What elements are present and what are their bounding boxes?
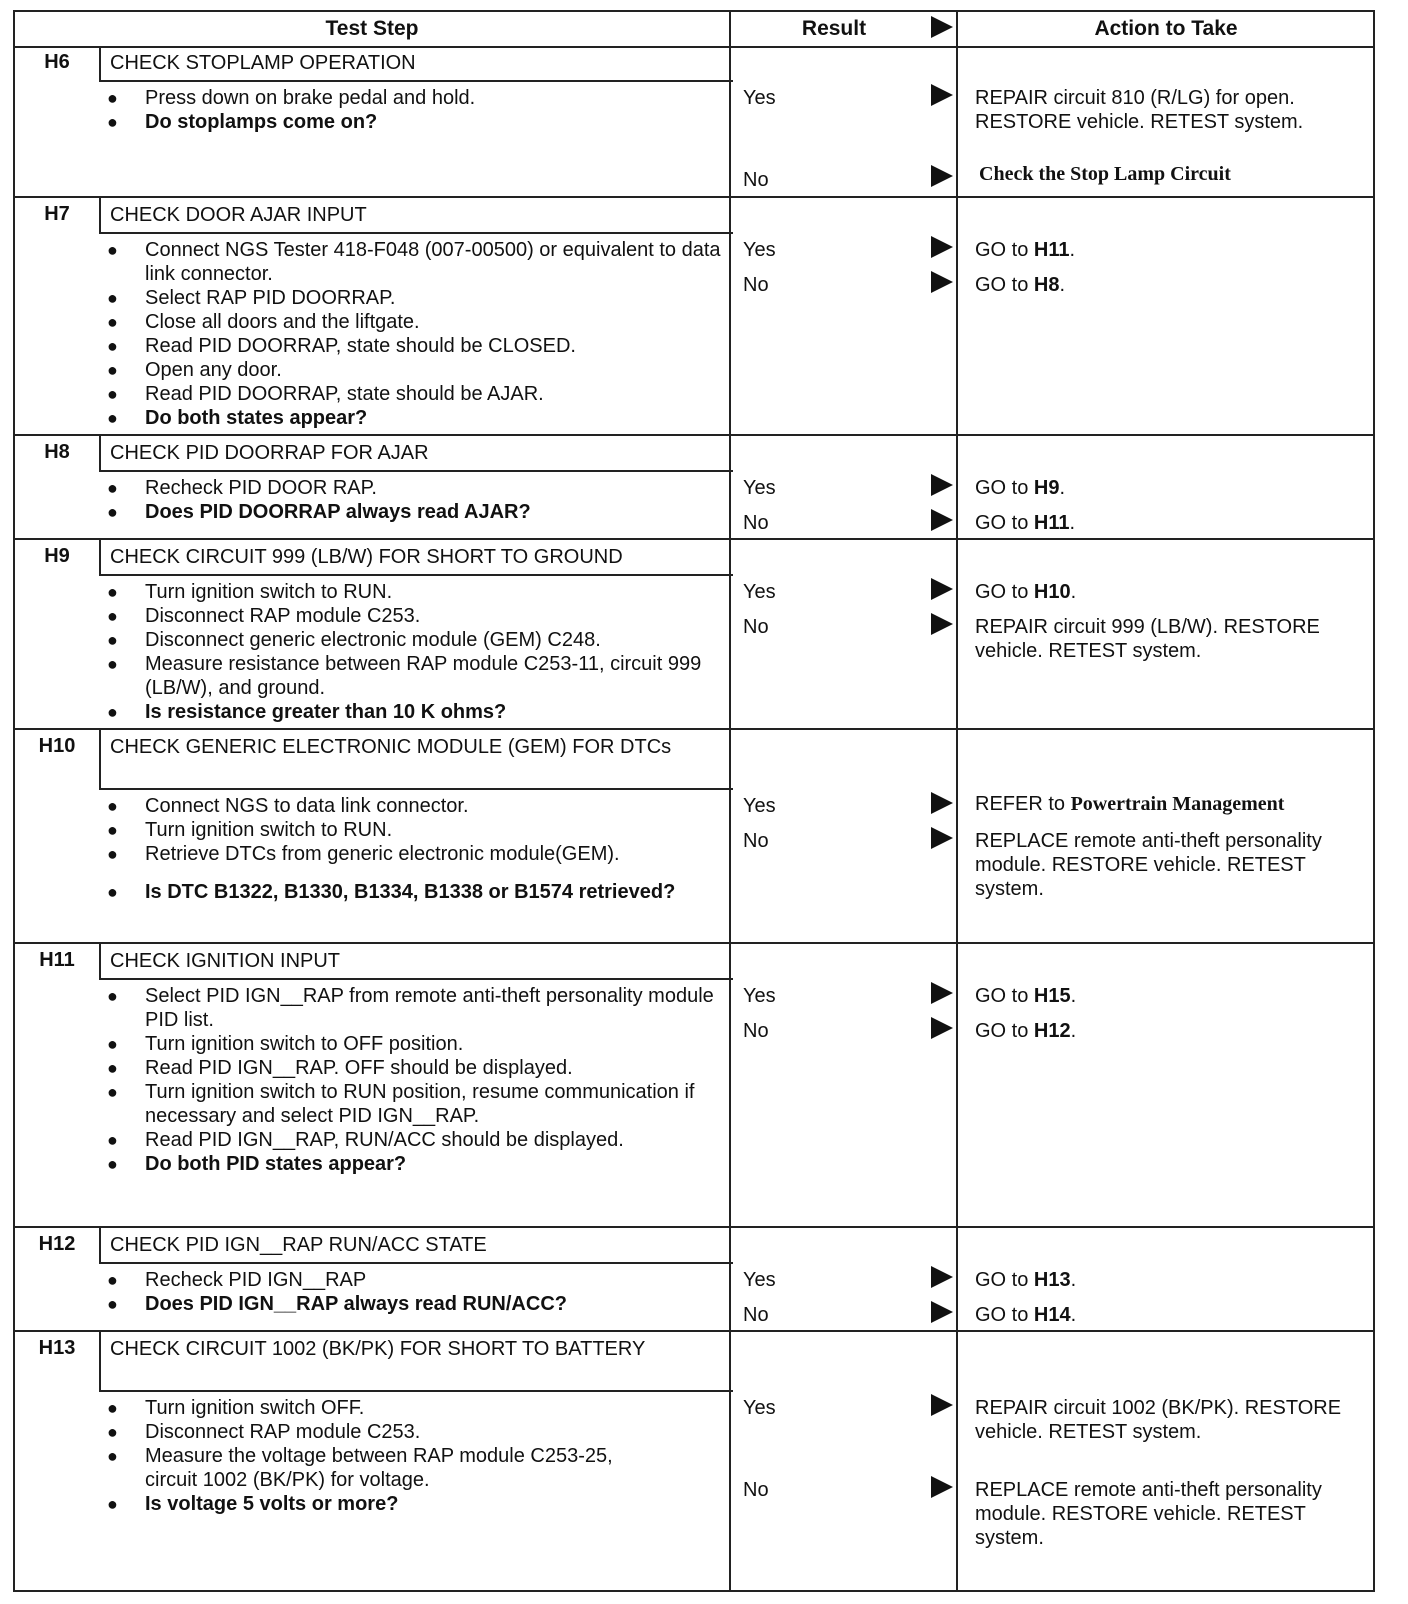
- bullet: ● Press down on brake pedal and hold.: [107, 86, 727, 110]
- step-bullets: [107, 1268, 727, 1316]
- step-bullets: [107, 580, 727, 724]
- bullet-question: ● Does PID IGN__RAP always read RUN/ACC?: [107, 1292, 727, 1316]
- step-title: CHECK DOOR AJAR INPUT: [110, 204, 367, 226]
- row-divider: [15, 434, 1373, 436]
- bullet: ● Recheck PID DOOR RAP.: [107, 476, 727, 500]
- action-no: Check the Stop Lamp Circuit: [979, 163, 1231, 185]
- result-arrow-icon: [931, 1301, 953, 1323]
- step-id: H10: [38, 735, 76, 757]
- row-divider: [15, 1226, 1373, 1228]
- bullet: ● Connect NGS Tester 418-F048 (007-00500) or equivalent to data link connector.: [107, 238, 727, 286]
- step-id: H7: [44, 203, 70, 225]
- result-yes: Yes: [743, 87, 776, 109]
- result-yes: Yes: [743, 985, 776, 1007]
- bullet: ● Read PID DOORRAP, state should be AJAR.: [107, 382, 727, 406]
- result-no: No: [743, 1304, 769, 1326]
- result-yes: Yes: [743, 1269, 776, 1291]
- header-arrow-icon: [931, 16, 953, 38]
- result-no: No: [743, 616, 769, 638]
- result-arrow-icon: [931, 982, 953, 1004]
- result-no: No: [743, 830, 769, 852]
- bullet: ● Connect NGS to data link connector.: [107, 794, 727, 818]
- bullet-question: ● Does PID DOORRAP always read AJAR?: [107, 500, 727, 524]
- step-id: H6: [44, 51, 70, 73]
- step-bullets: [107, 238, 727, 430]
- result-no: No: [743, 512, 769, 534]
- bullet: ● Turn ignition switch to RUN.: [107, 818, 727, 842]
- header-action: Action to Take: [1094, 17, 1238, 40]
- bullet: ● Read PID IGN__RAP. OFF should be displayed.: [107, 1056, 727, 1080]
- row-divider: [15, 538, 1373, 540]
- result-no: No: [743, 274, 769, 296]
- action-yes: GO to H9.: [975, 477, 1066, 499]
- step-title: CHECK PID IGN__RAP RUN/ACC STATE: [110, 1234, 487, 1256]
- row-divider: [15, 196, 1373, 198]
- result-arrow-icon: [931, 578, 953, 600]
- col-divider-action: [956, 12, 958, 1590]
- action-yes: GO to H15.: [975, 985, 1077, 1007]
- result-arrow-icon: [931, 1266, 953, 1288]
- bullet: ● Disconnect generic electronic module (GEM) C248.: [107, 628, 727, 652]
- bullet: ● Turn ignition switch OFF.: [107, 1396, 727, 1420]
- step-bullets: [107, 1396, 727, 1516]
- step-id: H13: [38, 1337, 76, 1359]
- step-id: H9: [44, 545, 70, 567]
- bullet: ● Read PID IGN__RAP, RUN/ACC should be displayed.: [107, 1128, 625, 1152]
- action-no: GO to H14.: [975, 1304, 1077, 1326]
- bullet-question: ● Is DTC B1322, B1330, B1334, B1338 or B1574 retrieved?: [107, 880, 727, 904]
- result-arrow-icon: [931, 236, 953, 258]
- row-divider: [15, 942, 1373, 944]
- bullet: ● Measure the voltage between RAP module C253-25, circuit 1002 (BK/PK) for voltage.: [107, 1444, 615, 1492]
- action-yes: REPAIR circuit 810 (R/LG) for open. RESTORE vehicle. RETEST system.: [975, 87, 1304, 133]
- result-arrow-icon: [931, 1476, 953, 1498]
- action-yes: GO to H13.: [975, 1269, 1077, 1291]
- result-arrow-icon: [931, 271, 953, 293]
- action-no: REPLACE remote anti-theft personality module. RESTORE vehicle. RETEST system.: [975, 830, 1322, 900]
- bullet: ● Select RAP PID DOORRAP.: [107, 286, 727, 310]
- result-arrow-icon: [931, 613, 953, 635]
- step-title: CHECK GENERIC ELECTRONIC MODULE (GEM) FOR DTCs: [110, 736, 672, 758]
- result-yes: Yes: [743, 795, 776, 817]
- result-yes: Yes: [743, 477, 776, 499]
- action-no: GO to H11.: [975, 512, 1076, 534]
- step-id: H12: [38, 1233, 76, 1255]
- step-bullets: [107, 476, 727, 524]
- step-title: CHECK CIRCUIT 999 (LB/W) FOR SHORT TO GROUND: [110, 546, 623, 568]
- bullet: ● Measure resistance between RAP module C253-11, circuit 999 (LB/W), and ground.: [107, 652, 727, 700]
- bullet-question: ● Is voltage 5 volts or more?: [107, 1492, 727, 1516]
- result-arrow-icon: [931, 84, 953, 106]
- result-arrow-icon: [931, 1394, 953, 1416]
- action-yes: REPAIR circuit 1002 (BK/PK). RESTORE vehicle. RETEST system.: [975, 1397, 1342, 1443]
- diagnostic-table: [13, 10, 1375, 1592]
- result-arrow-icon: [931, 792, 953, 814]
- result-no: No: [743, 1479, 769, 1501]
- bullet: ● Read PID DOORRAP, state should be CLOSED.: [107, 334, 727, 358]
- bullet-question: ● Do both states appear?: [107, 406, 727, 430]
- bullet: ● Turn ignition switch to OFF position.: [107, 1032, 727, 1056]
- bullet: ● Recheck PID IGN__RAP: [107, 1268, 727, 1292]
- step-bullets: [107, 794, 727, 904]
- header-test-step: Test Step: [325, 17, 419, 40]
- row-divider: [15, 728, 1373, 730]
- step-bullets: [107, 86, 727, 134]
- col-divider-result: [729, 12, 731, 1590]
- bullet-question: ● Do both PID states appear?: [107, 1152, 727, 1176]
- action-no: GO to H8.: [975, 274, 1066, 296]
- step-title: CHECK CIRCUIT 1002 (BK/PK) FOR SHORT TO BATTERY: [110, 1338, 646, 1360]
- bullet: ● Disconnect RAP module C253.: [107, 1420, 727, 1444]
- step-title: CHECK PID DOORRAP FOR AJAR: [110, 442, 429, 464]
- action-yes: REFER to Powertrain Management: [975, 793, 1285, 815]
- result-no: No: [743, 1020, 769, 1042]
- row-divider: [15, 1330, 1373, 1332]
- step-title: CHECK IGNITION INPUT: [110, 950, 341, 972]
- header-result: Result: [801, 17, 867, 40]
- result-arrow-icon: [931, 827, 953, 849]
- result-no: No: [743, 169, 769, 191]
- result-arrow-icon: [931, 165, 953, 187]
- step-id: H11: [39, 949, 75, 971]
- bullet-question: ● Is resistance greater than 10 K ohms?: [107, 700, 727, 724]
- bullet: ● Open any door.: [107, 358, 727, 382]
- bullet: ● Turn ignition switch to RUN position, resume communication if necessary and select PID IGN__RAP.: [107, 1080, 727, 1128]
- bullet: ● Disconnect RAP module C253.: [107, 604, 727, 628]
- step-title: CHECK STOPLAMP OPERATION: [110, 52, 416, 74]
- action-no: REPAIR circuit 999 (LB/W). RESTORE vehicle. RETEST system.: [975, 616, 1320, 662]
- result-arrow-icon: [931, 509, 953, 531]
- action-yes: GO to H11.: [975, 239, 1076, 261]
- result-yes: Yes: [743, 581, 776, 603]
- result-arrow-icon: [931, 474, 953, 496]
- result-arrow-icon: [931, 1017, 953, 1039]
- result-yes: Yes: [743, 1397, 776, 1419]
- bullet: ● Close all doors and the liftgate.: [107, 310, 727, 334]
- bullet: ● Retrieve DTCs from generic electronic module(GEM).: [107, 842, 727, 866]
- action-yes: GO to H10.: [975, 581, 1077, 603]
- step-id: H8: [44, 441, 70, 463]
- bullet-question: ● Do stoplamps come on?: [107, 110, 727, 134]
- step-bullets: [107, 984, 727, 1176]
- bullet: ● Select PID IGN__RAP from remote anti-theft personality module PID list.: [107, 984, 727, 1032]
- action-no: GO to H12.: [975, 1020, 1077, 1042]
- action-no: REPLACE remote anti-theft personality module. RESTORE vehicle. RETEST system.: [975, 1479, 1322, 1549]
- result-yes: Yes: [743, 239, 776, 261]
- bullet: ● Turn ignition switch to RUN.: [107, 580, 727, 604]
